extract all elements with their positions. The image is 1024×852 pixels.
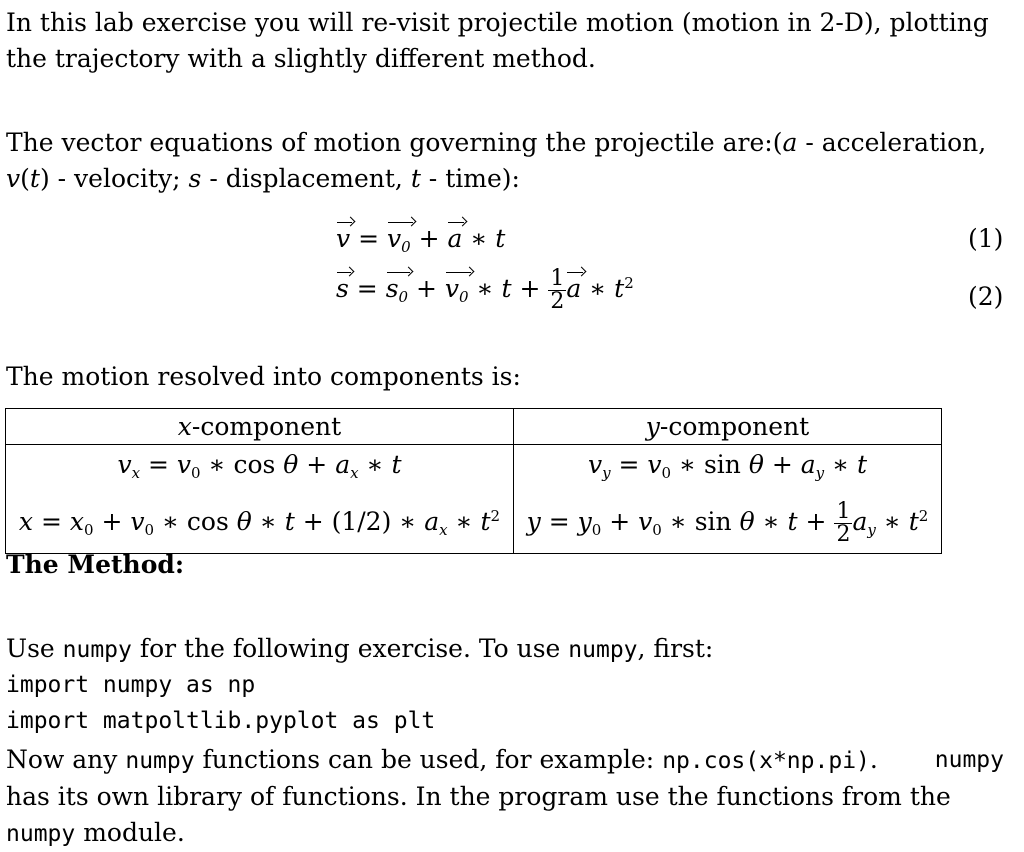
- equation-1: $v = v_0 + a$ ∗ t: [336, 224, 506, 256]
- table-y-equations: $v_y = v_0$ ∗ $\sin \theta + a_y$ ∗ t $y = y_0 + v_0$ ∗ sin θ ∗ t + $\frac{1}{2}$ $a_y$ ∗ $t^2$: [514, 445, 942, 554]
- intro-line-2: the trajectory with a slightly different method.: [6, 44, 596, 73]
- closing-line-2: has its own library of functions. In the program use the functions from the: [6, 782, 951, 811]
- equation-2-label: (2): [968, 282, 1004, 311]
- closing-line-1: Now any numpy functions can be used, for example: np.cos(x*np.pi). numpy: [6, 745, 1004, 774]
- closing-line-3: numpy module.: [6, 818, 185, 847]
- vector-intro-line-2: v(t) - velocity; s - displacement, t - time):: [6, 164, 520, 193]
- code-line-2: import matpoltlib.pyplot as plt: [6, 708, 436, 734]
- equation-2: $s = s_0 + v_0$ ∗ t + $\frac{1}{2}$ a ∗ $t^2$: [336, 266, 634, 314]
- code-line-1: import numpy as np: [6, 672, 256, 698]
- table-header-y: y-component: [514, 409, 942, 445]
- intro-line-1: In this lab exercise you will re-visit projectile motion (motion in 2-D), plotting: [6, 8, 989, 37]
- table-x-equations: $v_x = v_0$ ∗ $\cos \theta + a_x$ ∗ t $x = x_0 + v_0$ ∗ cos θ ∗ t + (1/2) ∗ $a_x$ ∗ $t^2$: [6, 445, 514, 554]
- table-header-x: x-component: [6, 409, 514, 445]
- equation-1-label: (1): [968, 224, 1004, 253]
- closing-paragraph: [6, 742, 1004, 852]
- vector-intro-line-1: The vector equations of motion governing the projectile are:(a - acceleration,: [6, 128, 987, 157]
- method-heading: The Method:: [6, 550, 185, 579]
- usage-line: Use numpy for the following exercise. To use numpy, first:: [6, 634, 714, 663]
- intro-paragraph: [6, 5, 1004, 77]
- vector-intro-paragraph: [6, 125, 1004, 197]
- components-intro: The motion resolved into components is:: [6, 362, 521, 391]
- components-table: [5, 408, 942, 554]
